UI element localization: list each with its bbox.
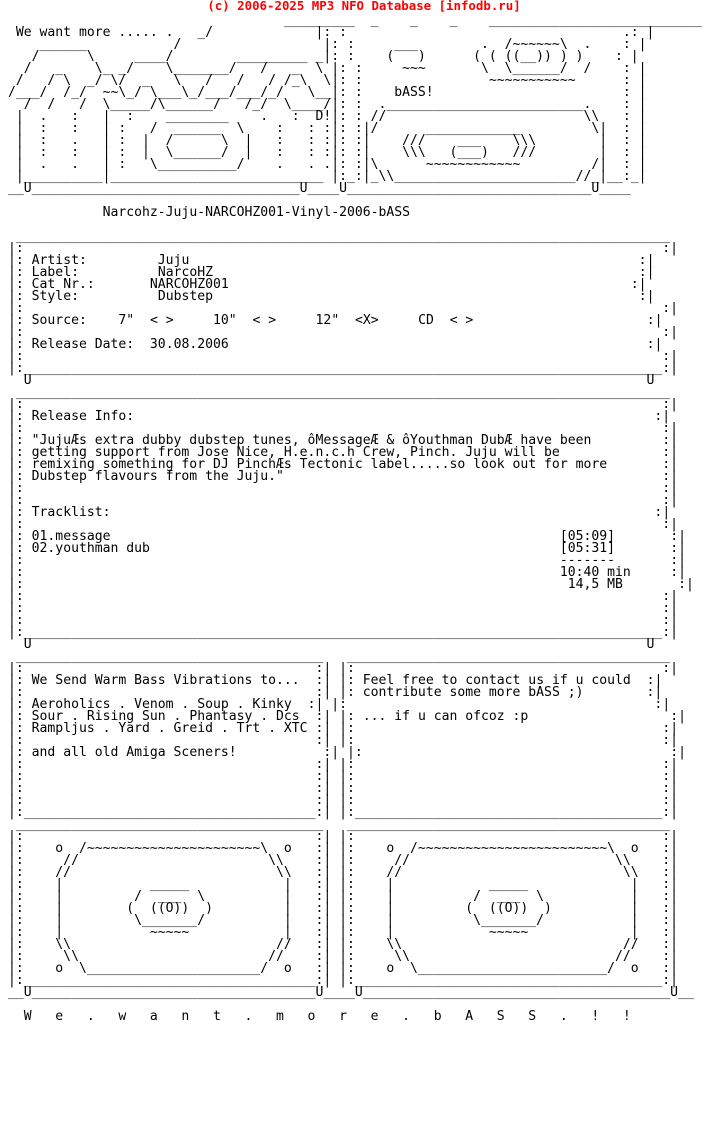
release-info-text: |: "JujuÆs extra dubby dubstep tunes, ôMessageÆ & ôYouthman DubÆ have been :| |: getting support from Jose Nice, H.e.n.c.h Crew, Pinch. Juju will be :| |: remixing something for DJ PinchÆs Tectonic label.....so look out for more :| |: Dubstep flavours from the Juju." :| (8, 433, 679, 484)
contact-line-1: Feel free to contact us if u could (362, 673, 631, 688)
nfo-database-header: (c) 2006-2025 MP3 NFO Database [infodb.ru] (207, 0, 521, 13)
artist-label: Artist: (31, 253, 87, 268)
style-label: Style: (31, 289, 79, 304)
total-size: 14,5 MB (567, 577, 623, 592)
source-format-7in: 7" (118, 313, 135, 328)
greetings-footer: and all old Amiga Sceners! (31, 745, 237, 760)
record-label-label: Label: (31, 265, 79, 280)
release-date-value: 30.08.2006 (149, 337, 229, 352)
source-format-cd: CD (418, 313, 434, 328)
source-mark-12in: <X> (354, 313, 379, 328)
contact-line-2: contribute some more bASS ;) (362, 685, 584, 700)
greetings-line-1: Aeroholics . Venom . Soup . Kinky (31, 697, 292, 712)
tracklist-separator: ------- (559, 553, 616, 568)
contact-extra: ... if u can ofcoz :p (362, 709, 529, 724)
artist-value: Juju (157, 253, 190, 268)
record-label-value: NarcoHZ (157, 265, 213, 280)
release-date-label: Release Date: (31, 337, 135, 352)
source-mark-7in: < > (149, 313, 174, 328)
track-1-title: 01.message (31, 529, 111, 544)
track-1-duration: [05:09] (559, 529, 616, 544)
source-format-10in: 10" (213, 313, 237, 328)
source-mark-10in: < > (252, 313, 277, 328)
source-label: Source: (31, 313, 87, 328)
tracklist-heading: Tracklist: (31, 505, 111, 520)
track-2-title: 02.youthman dub (31, 541, 150, 556)
style-value: Dubstep (157, 289, 213, 304)
greetings-line-3: Rampljus . Yard . Greid . Trt . XTC (31, 721, 308, 736)
nfo-text-block: _________ _ _ _ ___________________________ We want more ..... . _/ |: : .: | ______ / |: : ___ . /~~~~~~\ . : | / \ ____/ _________ _|: : ( ) ( ( ((__)) ) ) : | / _ \_ _/ \_______/ / _ \ |: : ~~~ \ \______/ / : | / / \ _/ \/ _ \ / / / /_\ \|: : ~~~~~~~~~~~ : | /___/ /_/ ~~\_/ \___\_/___/___/_/ \__|: : bASS! : | / / / \_____/\______/ /_/ \____/|: : ._________________________. : | | . : | : ________ . : D!|: : // \\ : | | : : | : / ______ \ : : :|: :|/ ____________ \| : | | : . | : | / \ | : : :|: :| /// ___ \\\ | : | | : : | : | \______/ | : : :|: :| \\\ (___) /// | : | | . . | : \__________/ . . .|: :|\ ~~~~~~~~~~~~ /| : | |__________|___________________________ |:_:|_\\_______________________//_|__:_| __U__________________________________U____U_______________________________U____ Narcohz-Juju-NARCOHZ001-Vinyl-2006-bASS ___________________________________________________________________________________ |: :| |: Artist: Juju :| |: Label: NarcoHZ :| |: Cat Nr.: NARCOHZ001 :| |: Style: Dubstep :| |: :| |: Source: 7" < > 10" < > 12" <X> CD < > :| |: :| |: Release Date: 30.08.2006 :| |: :| |:_________________________________________________________________________________:| U U ___________________________________________________________________________________ |: :| |: Release Info: :| |: :| |: "JujuÆs extra dubby dubstep tunes, ôMessageÆ & ôYouthman DubÆ have been :| |: getting support from Jose Nice, H.e.n.c.h Crew, Pinch. Juju will be :| |: remixing something for DJ PinchÆs Tectonic label.....so look out for more :| |: Dubstep flavours from the Juju." :| |: :| |: :| |: Tracklist: :| |: :| |: 01.message [05:09] :| |: 02.youthman dub [05:31] :| |: ------- :| |: 10:40 min :| |: 14,5 MB :| |: :| |: :| |: :| |:_________________________________________________________________________________:| U U _______________________________________ _________________________________________ |: :| |: :| |: We Send Warm Bass Vibrations to... :| |: Feel free to contact us if u could :| |: :| |: contribute some more bASS ;) :| |: Aeroholics . Venom . Soup . Kinky :| |: :| |: Sour . Rising Sun . Phantasy . Dcs :| |: ... if u can ofcoz :p :| |: Rampljus . Yard . Greid . Trt . XTC :| |: :| |: :| |: :| |: and all old Amiga Sceners! :| |: :| |: :| |: :| |: :| |: :| |: :| |: :| |: :| |: :| |:_____________________________________:| |:_______________________________________:| _______________________________________ _________________________________________ |: :| |: :| |: o /~~~~~~~~~~~~~~~~~~~~~~\ o :| |: o /~~~~~~~~~~~~~~~~~~~~~~~~\ o :| |: // \\ :| |: // \\ :| |: // \\ :| |: // \\ :| |: | _____ | :| |: | _____ | :| |: | / ___ \ | :| |: | / ___ \ | :| |: | ( ((O)) ) | :| |: | ( ((O)) ) | :| |: | \_______/ | :| |: | \_______/ | :| |: | ~~~~~ | :| |: | ~~~~~ | :| |: \\ // :| |: \\ // :| |: \\ // :| |: \\ // :| |: o \______________________/ o :| |: o \________________________/ o :| |:_____________________________________:| |:_______________________________________:| __U____________________________________U____U_______________________________________U__ W e . w a n t . m o r e . b A S S . ! ! (8, 13, 702, 1024)
catalog-number-value: NARCOHZ001 (149, 277, 229, 292)
greetings-heading: We Send Warm Bass Vibrations to... (31, 673, 300, 688)
greetings-line-2: Sour . Rising Sun . Phantasy . Dcs (31, 709, 300, 724)
release-title: Narcohz-Juju-NARCOHZ001-Vinyl-2006-bASS (102, 205, 411, 220)
track-2-duration: [05:31] (559, 541, 616, 556)
source-format-12in: 12" (315, 313, 340, 328)
catalog-number-label: Cat Nr.: (31, 277, 95, 292)
total-time: 10:40 min (559, 565, 631, 580)
footer-tagline: W e . w a n t . m o r e . b A S S . ! ! (8, 1009, 631, 1024)
speaker-cabinets-art: |: :| |: :| |: o /~~~~~~~~~~~~~~~~~~~~~~\ o :| |: o /~~~~~~~~~~~~~~~~~~~~~~~~\ o :| |: // \\ :| |: // \\ :| |: // \\ :| |: // \\ :| |: | _____ | :| |: | _____ | :| |: | / ___ \ | :| |: | / ___ \ | :| |: | ( ((O)) ) | :| |: | ( ((O)) ) | :| |: | \_______/ | :| |: | \_______/ | :| |: | ~~~~~ | :| |: | ~~~~~ | :| |: \\ // :| |: \\ // :| |: \\ // :| |: \\ // :| |: o \______________________/ o :| |: o \________________________/ o :| |:_____________________________________:| |:_______________________________________:| __U____________________________________U____U_______________________________________U__ (8, 829, 694, 1000)
release-info-heading: Release Info: (31, 409, 135, 424)
ascii-logo-art: _________ _ _ _ ___________________________ We want more ..... . _/ |: : .: | ______ / |: : ___ . /~~~~~~\ . : | / \ ____/ _________ _|: : ( ) ( ( ((__)) ) ) : | / _ \_ _/ \_______/ / _ \ |: : ~~~ \ \______/ / : | / / \ _/ \/ _ \ / / / /_\ \|: : ~~~~~~~~~~~ : | /___/ /_/ ~~\_/ \___\_/___/___/_/ \__|: : bASS! : | / / / \_____/\______/ /_/ \____/|: : ._________________________. : | | . : | : ________ . : D!|: : // \\ : | | : : | : / ______ \ : : :|: :|/ ____________ \| : | | : . | : | / \ | : : :|: :| /// ___ \\\ | : | | : : | : | \______/ | : : :|: :| \\\ (___) /// | : | | . . | : \__________/ . . .|: :|\ ~~~~~~~~~~~~ /| : | |__________|___________________________ |:_:|_\\_______________________//_|__:_| __U__________________________________U____U_______________________________U____ (8, 13, 702, 196)
source-mark-cd: < > (449, 313, 474, 328)
